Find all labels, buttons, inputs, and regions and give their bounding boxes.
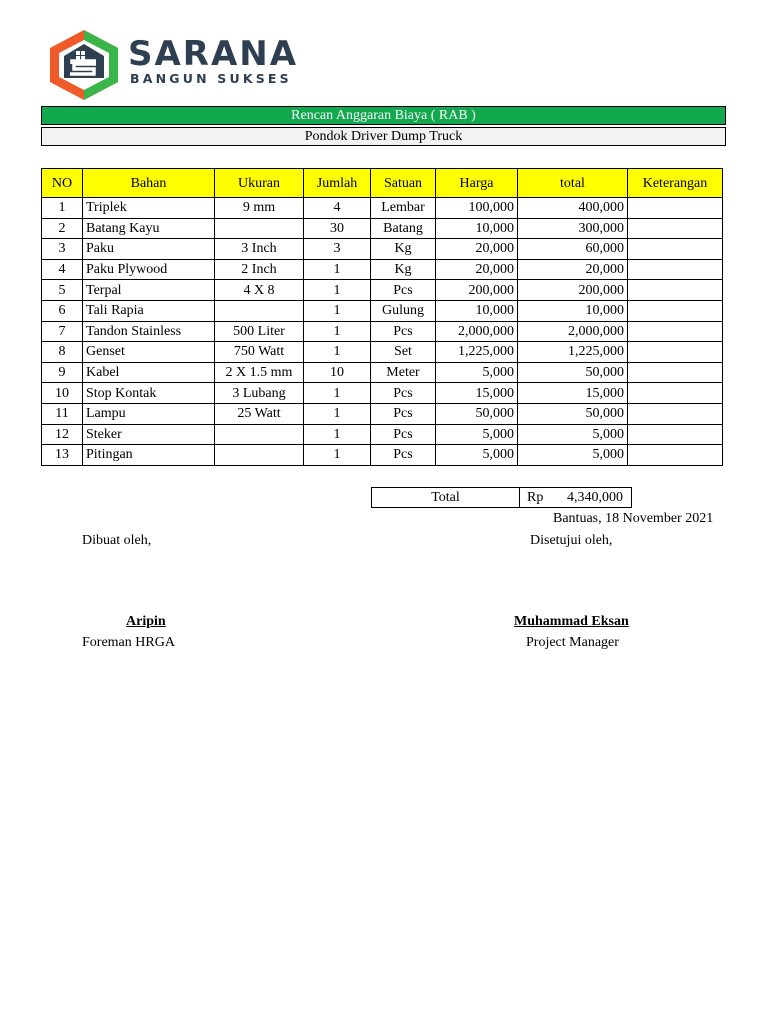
cell-ukuran: 500 Liter <box>215 321 304 342</box>
cell-bahan: Steker <box>83 424 215 445</box>
cell-no: 13 <box>42 445 83 466</box>
cell-keterangan <box>628 362 723 383</box>
approver-role: Project Manager <box>526 635 619 650</box>
cell-no: 3 <box>42 239 83 260</box>
cell-keterangan <box>628 321 723 342</box>
table-row <box>42 362 723 383</box>
cell-satuan: Pcs <box>371 424 436 445</box>
cell-ukuran <box>215 300 304 321</box>
cell-bahan: Batang Kayu <box>83 218 215 239</box>
cell-satuan: Pcs <box>371 383 436 404</box>
cell-no: 4 <box>42 259 83 280</box>
cell-jumlah: 1 <box>304 445 371 466</box>
cell-total: 60,000 <box>518 239 628 260</box>
cell-satuan: Batang <box>371 218 436 239</box>
cell-harga: 1,225,000 <box>436 342 518 363</box>
company-tagline: BANGUN SUKSES <box>130 71 292 86</box>
cell-keterangan <box>628 280 723 301</box>
cell-harga: 200,000 <box>436 280 518 301</box>
cell-harga: 20,000 <box>436 239 518 260</box>
cell-jumlah: 1 <box>304 383 371 404</box>
cell-harga: 5,000 <box>436 424 518 445</box>
total-divider <box>519 488 520 507</box>
table-row <box>42 445 723 466</box>
cell-satuan: Pcs <box>371 321 436 342</box>
cell-bahan: Terpal <box>83 280 215 301</box>
table-row <box>42 259 723 280</box>
cell-jumlah: 1 <box>304 259 371 280</box>
cell-bahan: Paku <box>83 239 215 260</box>
cell-jumlah: 3 <box>304 239 371 260</box>
budget-table <box>41 168 723 466</box>
cell-total: 1,225,000 <box>518 342 628 363</box>
cell-total: 50,000 <box>518 362 628 383</box>
cell-keterangan <box>628 300 723 321</box>
cell-no: 6 <box>42 300 83 321</box>
cell-total: 200,000 <box>518 280 628 301</box>
col-header-ukuran: Ukuran <box>215 169 304 198</box>
cell-harga: 50,000 <box>436 403 518 424</box>
cell-jumlah: 1 <box>304 300 371 321</box>
col-header-harga: Harga <box>436 169 518 198</box>
table-header-row <box>42 169 723 198</box>
cell-jumlah: 1 <box>304 342 371 363</box>
cell-total: 5,000 <box>518 424 628 445</box>
table-row <box>42 342 723 363</box>
cell-total: 5,000 <box>518 445 628 466</box>
col-header-satuan: Satuan <box>371 169 436 198</box>
cell-ukuran: 750 Watt <box>215 342 304 363</box>
cell-total: 20,000 <box>518 259 628 280</box>
table-row <box>42 280 723 301</box>
cell-jumlah: 1 <box>304 280 371 301</box>
cell-bahan: Triplek <box>83 198 215 219</box>
cell-jumlah: 1 <box>304 403 371 424</box>
cell-bahan: Stop Kontak <box>83 383 215 404</box>
company-logo <box>46 28 299 102</box>
cell-ukuran: 2 X 1.5 mm <box>215 362 304 383</box>
table-row <box>42 321 723 342</box>
cell-no: 9 <box>42 362 83 383</box>
cell-keterangan <box>628 424 723 445</box>
table-row <box>42 424 723 445</box>
cell-keterangan <box>628 198 723 219</box>
cell-jumlah: 10 <box>304 362 371 383</box>
col-header-keterangan: Keterangan <box>628 169 723 198</box>
cell-total: 10,000 <box>518 300 628 321</box>
cell-harga: 15,000 <box>436 383 518 404</box>
cell-keterangan <box>628 239 723 260</box>
cell-ukuran: 2 Inch <box>215 259 304 280</box>
cell-total: 50,000 <box>518 403 628 424</box>
cell-keterangan <box>628 259 723 280</box>
project-title: Pondok Driver Dump Truck <box>41 127 726 146</box>
cell-total: 15,000 <box>518 383 628 404</box>
cell-no: 8 <box>42 342 83 363</box>
company-name: SARANA <box>128 34 299 74</box>
place-date: Bantuas, 18 November 2021 <box>553 511 714 526</box>
cell-harga: 20,000 <box>436 259 518 280</box>
cell-satuan: Kg <box>371 239 436 260</box>
cell-bahan: Kabel <box>83 362 215 383</box>
table-row <box>42 300 723 321</box>
col-header-total: total <box>518 169 628 198</box>
cell-bahan: Pitingan <box>83 445 215 466</box>
cell-bahan: Genset <box>83 342 215 363</box>
cell-ukuran: 3 Inch <box>215 239 304 260</box>
table-row <box>42 239 723 260</box>
table-row <box>42 198 723 219</box>
cell-ukuran: 3 Lubang <box>215 383 304 404</box>
cell-bahan: Paku Plywood <box>83 259 215 280</box>
table-row <box>42 383 723 404</box>
cell-satuan: Gulung <box>371 300 436 321</box>
cell-ukuran <box>215 424 304 445</box>
approved-by-label: Disetujui oleh, <box>530 533 613 548</box>
cell-satuan: Pcs <box>371 403 436 424</box>
cell-ukuran: 9 mm <box>215 198 304 219</box>
total-label: Total <box>431 490 460 505</box>
made-by-label: Dibuat oleh, <box>82 533 152 548</box>
total-currency: Rp <box>527 490 544 505</box>
cell-harga: 5,000 <box>436 362 518 383</box>
approver-name: Muhammad Eksan <box>514 614 629 629</box>
col-header-jumlah: Jumlah <box>304 169 371 198</box>
cell-no: 10 <box>42 383 83 404</box>
cell-no: 7 <box>42 321 83 342</box>
cell-no: 1 <box>42 198 83 219</box>
cell-harga: 100,000 <box>436 198 518 219</box>
cell-jumlah: 4 <box>304 198 371 219</box>
cell-keterangan <box>628 403 723 424</box>
cell-keterangan <box>628 218 723 239</box>
cell-jumlah: 30 <box>304 218 371 239</box>
table-row <box>42 403 723 424</box>
cell-satuan: Pcs <box>371 280 436 301</box>
cell-bahan: Lampu <box>83 403 215 424</box>
cell-ukuran: 25 Watt <box>215 403 304 424</box>
cell-satuan: Kg <box>371 259 436 280</box>
maker-role: Foreman HRGA <box>82 635 175 650</box>
cell-total: 400,000 <box>518 198 628 219</box>
cell-keterangan <box>628 445 723 466</box>
cell-satuan: Set <box>371 342 436 363</box>
document-title: Rencan Anggaran Biaya ( RAB ) <box>41 106 726 125</box>
cell-total: 2,000,000 <box>518 321 628 342</box>
cell-harga: 10,000 <box>436 218 518 239</box>
cell-ukuran <box>215 218 304 239</box>
total-box <box>371 487 632 508</box>
cell-ukuran <box>215 445 304 466</box>
cell-keterangan <box>628 383 723 404</box>
cell-jumlah: 1 <box>304 321 371 342</box>
cell-ukuran: 4 X 8 <box>215 280 304 301</box>
col-header-bahan: Bahan <box>83 169 215 198</box>
cell-harga: 5,000 <box>436 445 518 466</box>
cell-no: 12 <box>42 424 83 445</box>
cell-satuan: Lembar <box>371 198 436 219</box>
cell-jumlah: 1 <box>304 424 371 445</box>
cell-total: 300,000 <box>518 218 628 239</box>
cell-satuan: Pcs <box>371 445 436 466</box>
cell-satuan: Meter <box>371 362 436 383</box>
house-s-hexagon-logo-icon <box>46 28 122 102</box>
total-value: 4,340,000 <box>567 490 623 505</box>
cell-bahan: Tandon Stainless <box>83 321 215 342</box>
cell-no: 5 <box>42 280 83 301</box>
cell-no: 2 <box>42 218 83 239</box>
col-header-no: NO <box>42 169 83 198</box>
cell-harga: 2,000,000 <box>436 321 518 342</box>
cell-no: 11 <box>42 403 83 424</box>
cell-keterangan <box>628 342 723 363</box>
maker-name: Aripin <box>126 614 166 629</box>
table-row <box>42 218 723 239</box>
cell-harga: 10,000 <box>436 300 518 321</box>
cell-bahan: Tali Rapia <box>83 300 215 321</box>
